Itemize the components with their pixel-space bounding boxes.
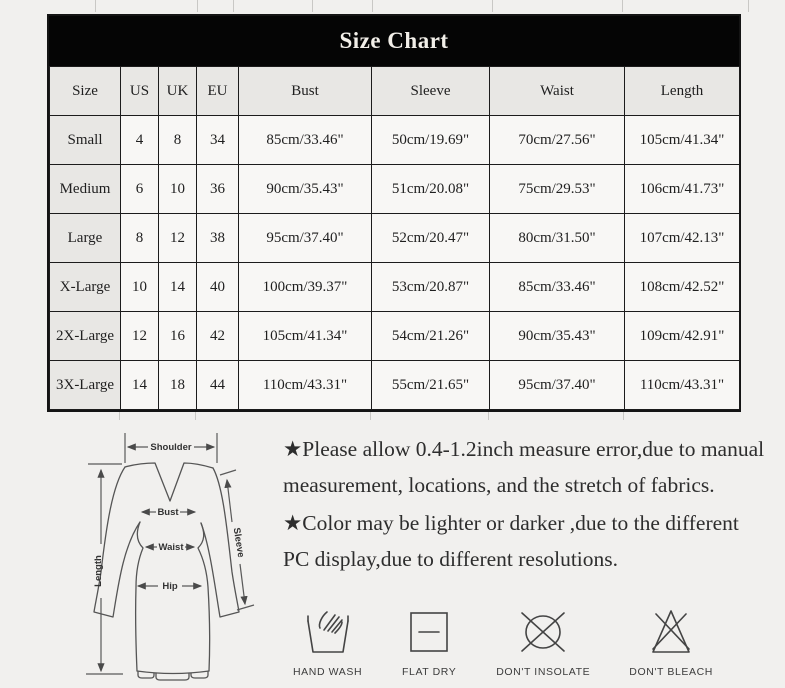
note-color-difference: ★Color may be lighter or darker ,due to the different PC display,due to different resolutions. <box>283 511 739 571</box>
size-value-cell: 75cm/29.53" <box>490 165 625 214</box>
size-value-cell: 85cm/33.46" <box>490 263 625 312</box>
care-label: DON'T INSOLATE <box>496 666 591 678</box>
grid-artifact <box>370 412 371 420</box>
column-header-uk: UK <box>159 67 197 116</box>
column-header-sleeve: Sleeve <box>372 67 490 116</box>
sleeve-tick-top <box>220 470 236 475</box>
grid-artifact <box>492 0 493 12</box>
size-name-cell: 3X-Large <box>50 361 121 410</box>
diagram-hip-label: Hip <box>162 581 178 592</box>
size-chart <box>47 14 741 412</box>
sleeve-arrow-up <box>227 480 232 522</box>
size-value-cell: 42 <box>197 312 239 361</box>
column-header-eu: EU <box>197 67 239 116</box>
size-value-cell: 52cm/20.47" <box>372 214 490 263</box>
size-value-cell: 50cm/19.69" <box>372 116 490 165</box>
dress-measurement-diagram <box>58 424 302 688</box>
care-item-flat-dry <box>401 606 457 678</box>
dress-body-right <box>198 523 210 671</box>
sleeve-arrow-down <box>240 564 245 604</box>
column-header-size: Size <box>50 67 121 116</box>
size-value-cell: 36 <box>197 165 239 214</box>
grid-artifact <box>622 0 623 12</box>
dont-bleach-icon <box>643 606 699 658</box>
size-value-cell: 10 <box>121 263 159 312</box>
grid-artifact <box>195 412 196 420</box>
size-value-cell: 107cm/42.13" <box>625 214 740 263</box>
size-chart-title: Size Chart <box>49 16 739 66</box>
size-name-cell: Small <box>50 116 121 165</box>
size-value-cell: 16 <box>159 312 197 361</box>
grid-artifact <box>748 0 749 12</box>
size-value-cell: 12 <box>121 312 159 361</box>
column-header-bust: Bust <box>239 67 372 116</box>
table-row <box>50 116 740 165</box>
grid-artifact <box>119 412 120 420</box>
grid-artifact <box>312 0 313 12</box>
size-value-cell: 53cm/20.87" <box>372 263 490 312</box>
size-value-cell: 95cm/37.40" <box>239 214 372 263</box>
size-value-cell: 8 <box>159 116 197 165</box>
grid-artifact <box>233 0 234 12</box>
size-value-cell: 34 <box>197 116 239 165</box>
grid-artifact <box>488 412 489 420</box>
diagram-length-label: Length <box>93 555 104 587</box>
dress-body-left <box>136 522 143 671</box>
size-value-cell: 14 <box>159 263 197 312</box>
size-value-cell: 54cm/21.26" <box>372 312 490 361</box>
care-label: DON'T BLEACH <box>629 666 713 678</box>
table-row <box>50 312 740 361</box>
size-table <box>49 66 740 410</box>
dress-hem <box>137 671 209 674</box>
column-header-waist: Waist <box>490 67 625 116</box>
dress-neckline <box>125 463 213 501</box>
size-table-header-row <box>50 67 740 116</box>
note-measure-error: ★Please allow 0.4-1.2inch measure error,due to manual measurement, locations, and the stretch of fabrics. <box>283 437 765 497</box>
diagram-shoulder-label: Shoulder <box>150 442 192 453</box>
size-value-cell: 90cm/35.43" <box>490 312 625 361</box>
size-value-cell: 80cm/31.50" <box>490 214 625 263</box>
size-name-cell: Medium <box>50 165 121 214</box>
grid-artifact <box>372 0 373 12</box>
size-value-cell: 108cm/42.52" <box>625 263 740 312</box>
column-header-length: Length <box>625 67 740 116</box>
diagram-waist-label: Waist <box>158 542 184 553</box>
size-name-cell: Large <box>50 214 121 263</box>
size-value-cell: 51cm/20.08" <box>372 165 490 214</box>
size-value-cell: 105cm/41.34" <box>625 116 740 165</box>
care-instructions <box>293 606 713 678</box>
size-value-cell: 90cm/35.43" <box>239 165 372 214</box>
care-label: FLAT DRY <box>402 666 457 678</box>
size-value-cell: 44 <box>197 361 239 410</box>
size-value-cell: 70cm/27.56" <box>490 116 625 165</box>
size-value-cell: 14 <box>121 361 159 410</box>
size-value-cell: 95cm/37.40" <box>490 361 625 410</box>
size-value-cell: 40 <box>197 263 239 312</box>
size-value-cell: 85cm/33.46" <box>239 116 372 165</box>
table-row <box>50 263 740 312</box>
size-value-cell: 38 <box>197 214 239 263</box>
size-value-cell: 18 <box>159 361 197 410</box>
hand-wash-icon <box>300 606 356 658</box>
sleeve-tick-bottom <box>237 605 254 610</box>
measurement-notes <box>283 431 769 579</box>
table-row <box>50 165 740 214</box>
dont-insolate-icon <box>513 606 573 658</box>
size-table-body <box>50 116 740 410</box>
size-value-cell: 109cm/42.91" <box>625 312 740 361</box>
size-value-cell: 4 <box>121 116 159 165</box>
care-item-dont-bleach <box>629 606 713 678</box>
grid-artifact <box>197 0 198 12</box>
care-item-dont-insolate <box>496 606 590 678</box>
size-value-cell: 110cm/43.31" <box>239 361 372 410</box>
column-header-us: US <box>121 67 159 116</box>
size-value-cell: 6 <box>121 165 159 214</box>
size-value-cell: 55cm/21.65" <box>372 361 490 410</box>
diagram-bust-label: Bust <box>157 507 179 518</box>
table-row <box>50 214 740 263</box>
diagram-sleeve-label: Sleeve <box>230 526 247 559</box>
size-value-cell: 10 <box>159 165 197 214</box>
grid-artifact <box>623 412 624 420</box>
care-label: HAND WASH <box>293 666 363 678</box>
size-name-cell: 2X-Large <box>50 312 121 361</box>
size-value-cell: 110cm/43.31" <box>625 361 740 410</box>
flat-dry-icon <box>401 606 457 658</box>
table-row <box>50 361 740 410</box>
size-value-cell: 100cm/39.37" <box>239 263 372 312</box>
grid-artifact <box>95 0 96 12</box>
size-value-cell: 105cm/41.34" <box>239 312 372 361</box>
size-name-cell: X-Large <box>50 263 121 312</box>
size-value-cell: 106cm/41.73" <box>625 165 740 214</box>
care-item-hand-wash <box>293 606 362 678</box>
size-value-cell: 12 <box>159 214 197 263</box>
size-value-cell: 8 <box>121 214 159 263</box>
